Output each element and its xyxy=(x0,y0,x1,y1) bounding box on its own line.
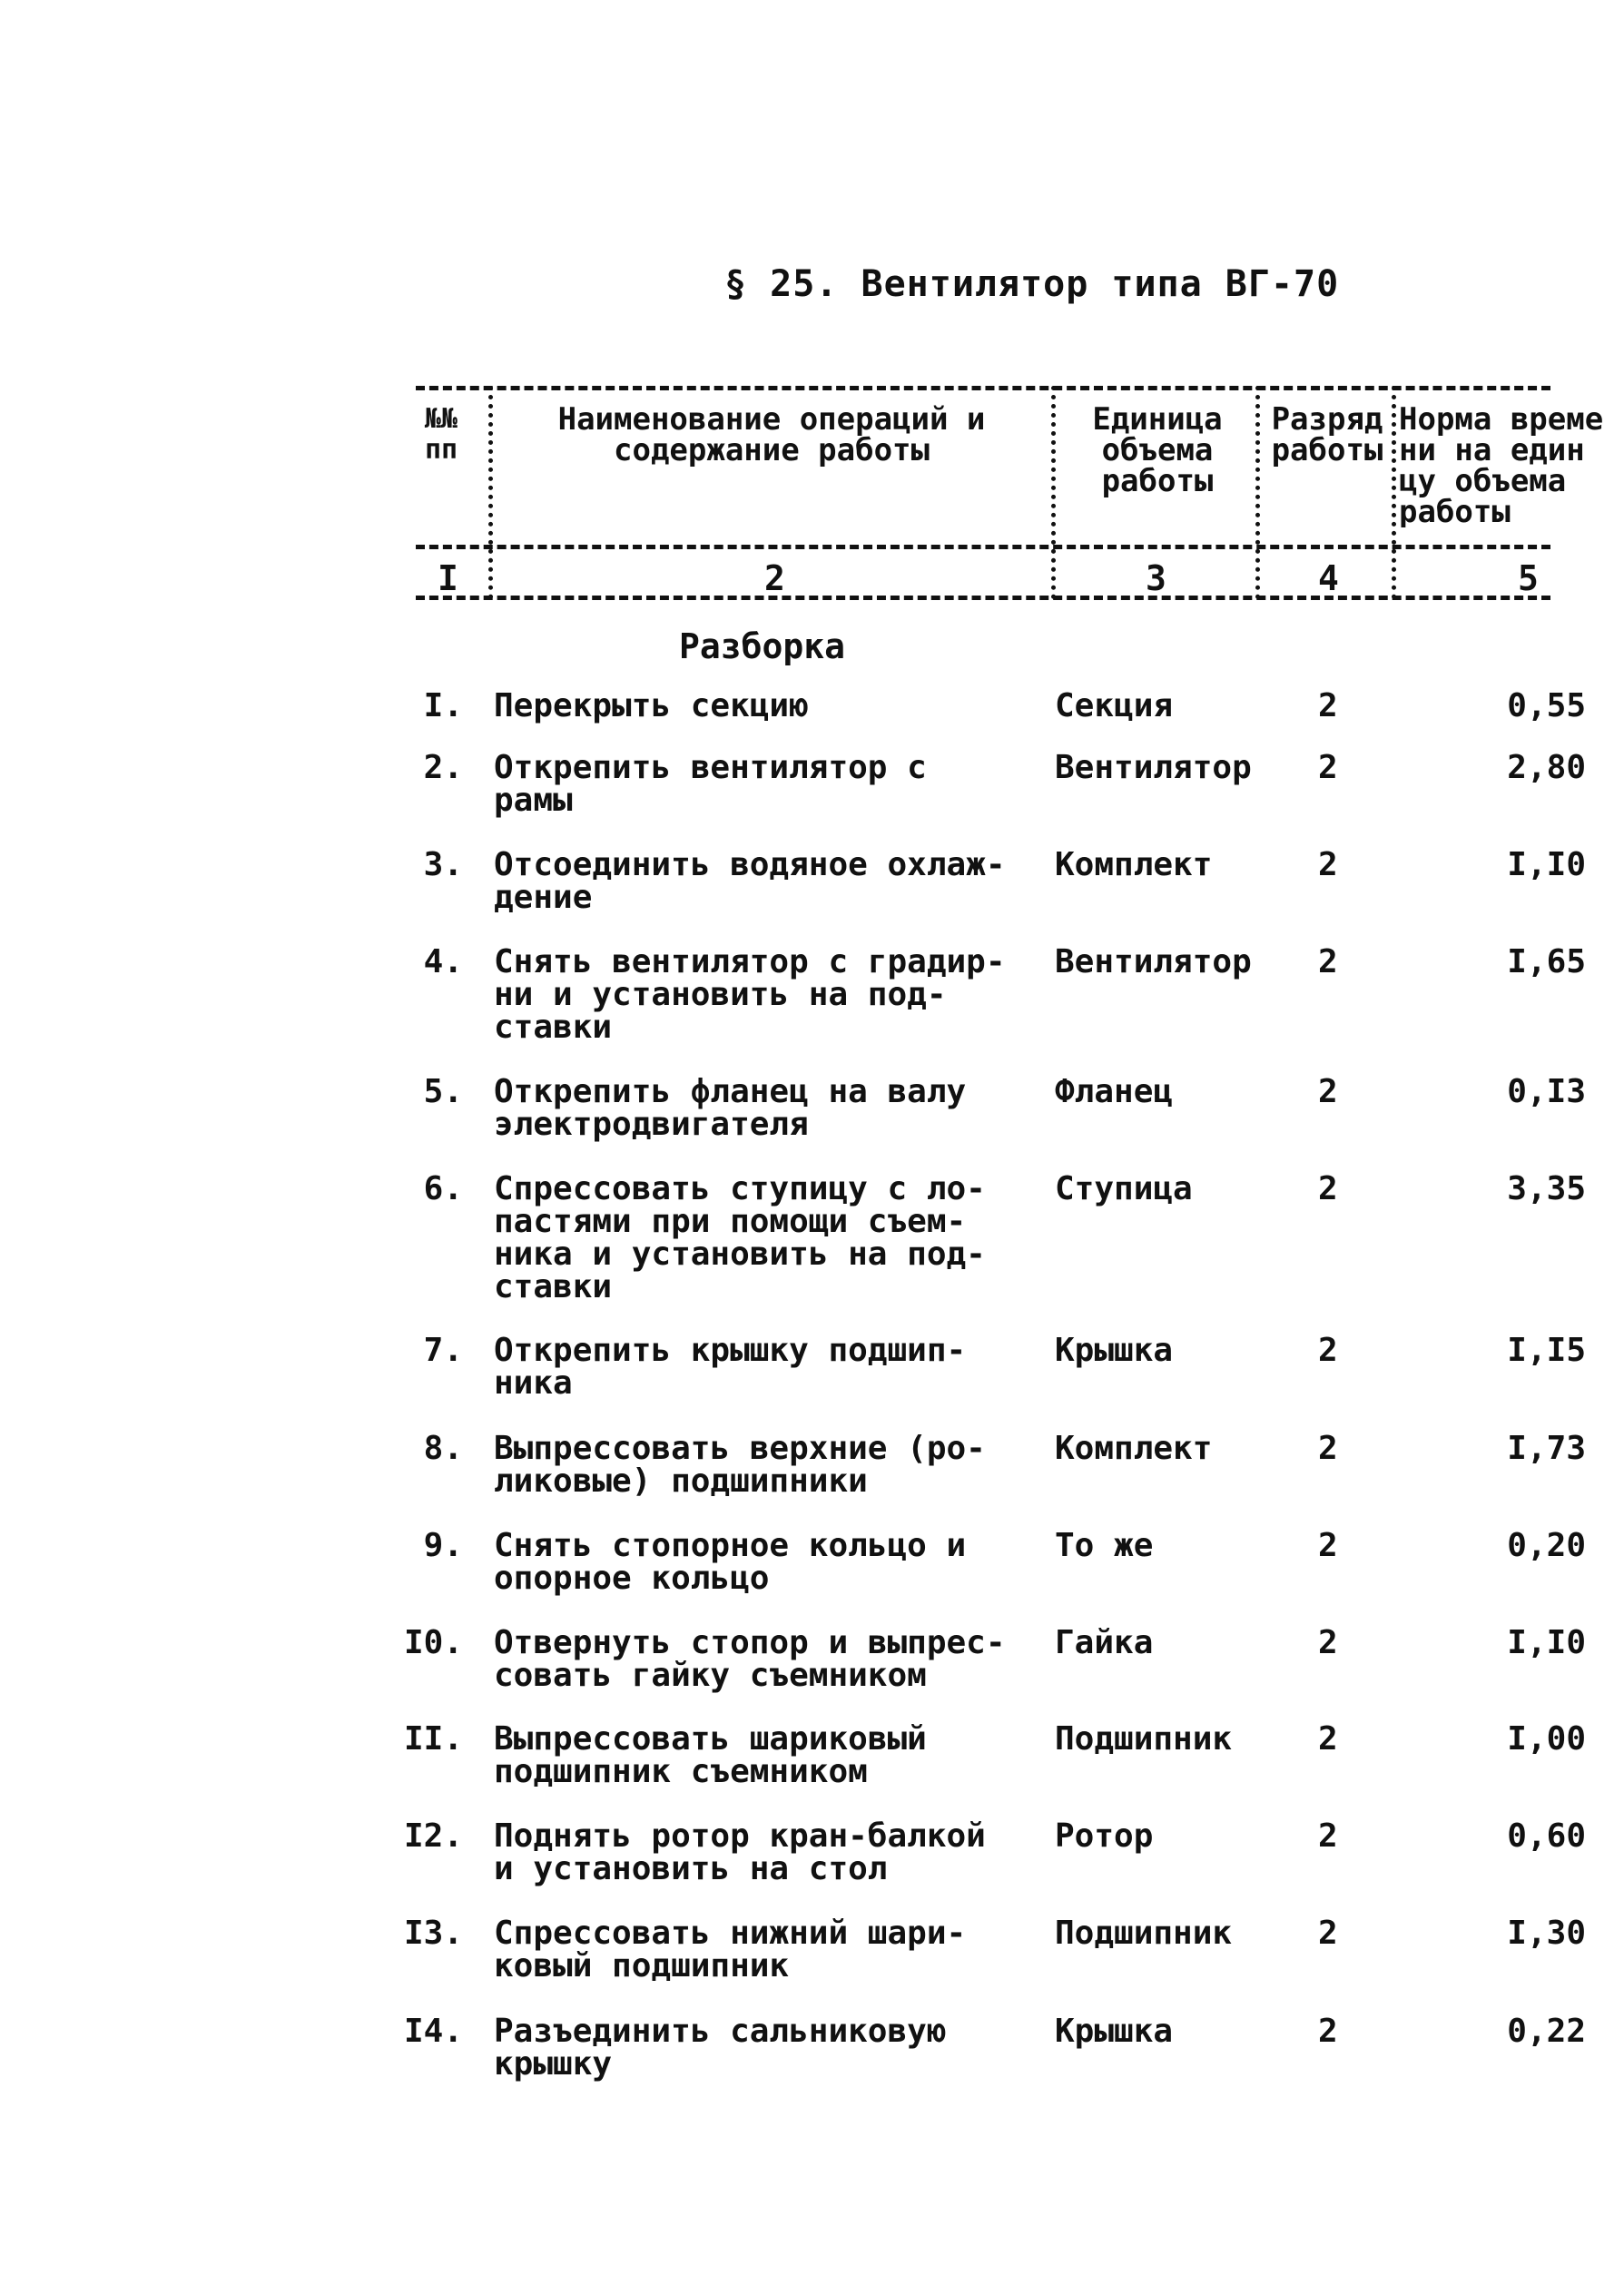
row-number: I. xyxy=(423,687,463,724)
unit-text: Подшипник xyxy=(1055,1720,1233,1758)
column-number-2: 2 xyxy=(761,561,789,596)
header-col-operation: Наименование операций и содержание работы xyxy=(557,401,986,468)
unit-text: То же xyxy=(1055,1527,1154,1564)
grade-text: 2 xyxy=(1318,846,1338,883)
column-number-3: 3 xyxy=(1142,561,1170,596)
norm-value: I,65 xyxy=(1507,943,1586,980)
grade-text: 2 xyxy=(1318,1817,1338,1855)
unit-text: Вентилятор xyxy=(1055,749,1252,786)
grade-text: 2 xyxy=(1318,1073,1338,1110)
row-number: I0. xyxy=(403,1624,463,1661)
header-top-rule xyxy=(416,386,1550,390)
row-number: 5. xyxy=(423,1073,463,1110)
row-number: II. xyxy=(403,1720,463,1758)
norm-value: I,I0 xyxy=(1507,846,1586,883)
unit-text: Секция xyxy=(1055,687,1174,724)
norm-value: I,I5 xyxy=(1507,1332,1586,1369)
header-col-number: №№ пп xyxy=(425,403,458,466)
grade-text: 2 xyxy=(1318,1527,1338,1564)
operation-text: Отвернуть стопор и выпрес- совать гайку съемником xyxy=(494,1624,1006,1694)
grade-text: 2 xyxy=(1318,1430,1338,1467)
header-col-norm: Норма време ни на един цу объема работы xyxy=(1399,404,1604,527)
grade-text: 2 xyxy=(1318,687,1338,724)
grade-text: 2 xyxy=(1318,1720,1338,1758)
section-subheading: Разборка xyxy=(679,626,846,666)
unit-text: Комплект xyxy=(1055,1430,1213,1467)
operation-text: Разъединить сальниковую крышку xyxy=(494,2013,947,2083)
column-number-1: I xyxy=(434,561,462,596)
norm-value: 0,22 xyxy=(1507,2013,1586,2050)
norm-value: 3,35 xyxy=(1507,1170,1586,1207)
norm-value: 0,20 xyxy=(1507,1527,1586,1564)
operation-text: Выпрессовать верхние (ро- ликовые) подшипники xyxy=(494,1430,986,1500)
operation-text: Снять вентилятор с градир- ни и установить на под- ставки xyxy=(494,943,1006,1046)
row-number: 6. xyxy=(423,1170,463,1207)
operation-text: Открепить вентилятор с рамы xyxy=(494,749,927,819)
row-number: I3. xyxy=(403,1915,463,1952)
norm-value: I,I0 xyxy=(1507,1624,1586,1661)
norm-value: 0,60 xyxy=(1507,1817,1586,1855)
row-number: 9. xyxy=(423,1527,463,1564)
norm-value: I,30 xyxy=(1507,1915,1586,1952)
norm-value: I,73 xyxy=(1507,1430,1586,1467)
operation-text: Поднять ротор кран-балкой и установить на стол xyxy=(494,1817,986,1887)
header-middle-rule xyxy=(416,545,1550,549)
operation-text: Выпрессовать шариковый подшипник съемником xyxy=(494,1720,927,1790)
operation-text: Снять стопорное кольцо и опорное кольцо xyxy=(494,1527,967,1597)
page-title: § 25. Вентилятор типа ВГ-70 xyxy=(724,263,1340,305)
grade-text: 2 xyxy=(1318,749,1338,786)
unit-text: Фланец xyxy=(1055,1073,1174,1110)
column-number-4: 4 xyxy=(1314,561,1343,596)
column-separator-3 xyxy=(1255,386,1260,599)
operation-text: Спрессовать нижний шари- ковый подшипник xyxy=(494,1915,967,1984)
norm-value: 0,I3 xyxy=(1507,1073,1586,1110)
column-number-5: 5 xyxy=(1514,561,1542,596)
operation-text: Отсоединить водяное охлаж- дение xyxy=(494,846,1006,916)
column-separator-1 xyxy=(488,386,493,599)
row-number: 2. xyxy=(423,749,463,786)
operation-text: Открепить крышку подшип- ника xyxy=(494,1332,967,1402)
unit-text: Вентилятор xyxy=(1055,943,1252,980)
unit-text: Ротор xyxy=(1055,1817,1154,1855)
header-col-unit: Единица объема работы xyxy=(1092,401,1223,499)
norm-value: 2,80 xyxy=(1507,749,1586,786)
row-number: 8. xyxy=(423,1430,463,1467)
unit-text: Ступица xyxy=(1055,1170,1193,1207)
grade-text: 2 xyxy=(1318,2013,1338,2050)
unit-text: Крышка xyxy=(1055,2013,1174,2050)
grade-text: 2 xyxy=(1318,1624,1338,1661)
column-separator-4 xyxy=(1392,386,1396,599)
header-bottom-rule xyxy=(416,596,1550,600)
header-col-grade: Разряд работы xyxy=(1271,401,1383,468)
unit-text: Гайка xyxy=(1055,1624,1154,1661)
row-number: I4. xyxy=(403,2013,463,2050)
unit-text: Комплект xyxy=(1055,846,1213,883)
operation-text: Открепить фланец на валу электродвигателя xyxy=(494,1073,967,1143)
column-separator-2 xyxy=(1051,386,1056,599)
grade-text: 2 xyxy=(1318,943,1338,980)
row-number: I2. xyxy=(403,1817,463,1855)
unit-text: Крышка xyxy=(1055,1332,1174,1369)
grade-text: 2 xyxy=(1318,1170,1338,1207)
grade-text: 2 xyxy=(1318,1332,1338,1369)
grade-text: 2 xyxy=(1318,1915,1338,1952)
operation-text: Перекрыть секцию xyxy=(494,687,809,724)
row-number: 7. xyxy=(423,1332,463,1369)
norm-value: 0,55 xyxy=(1507,687,1586,724)
row-number: 4. xyxy=(423,943,463,980)
unit-text: Подшипник xyxy=(1055,1915,1233,1952)
norm-value: I,00 xyxy=(1507,1720,1586,1758)
operation-text: Спрессовать ступицу с ло- пастями при помощи съем- ника и установить на под- ставки xyxy=(494,1170,986,1305)
row-number: 3. xyxy=(423,846,463,883)
